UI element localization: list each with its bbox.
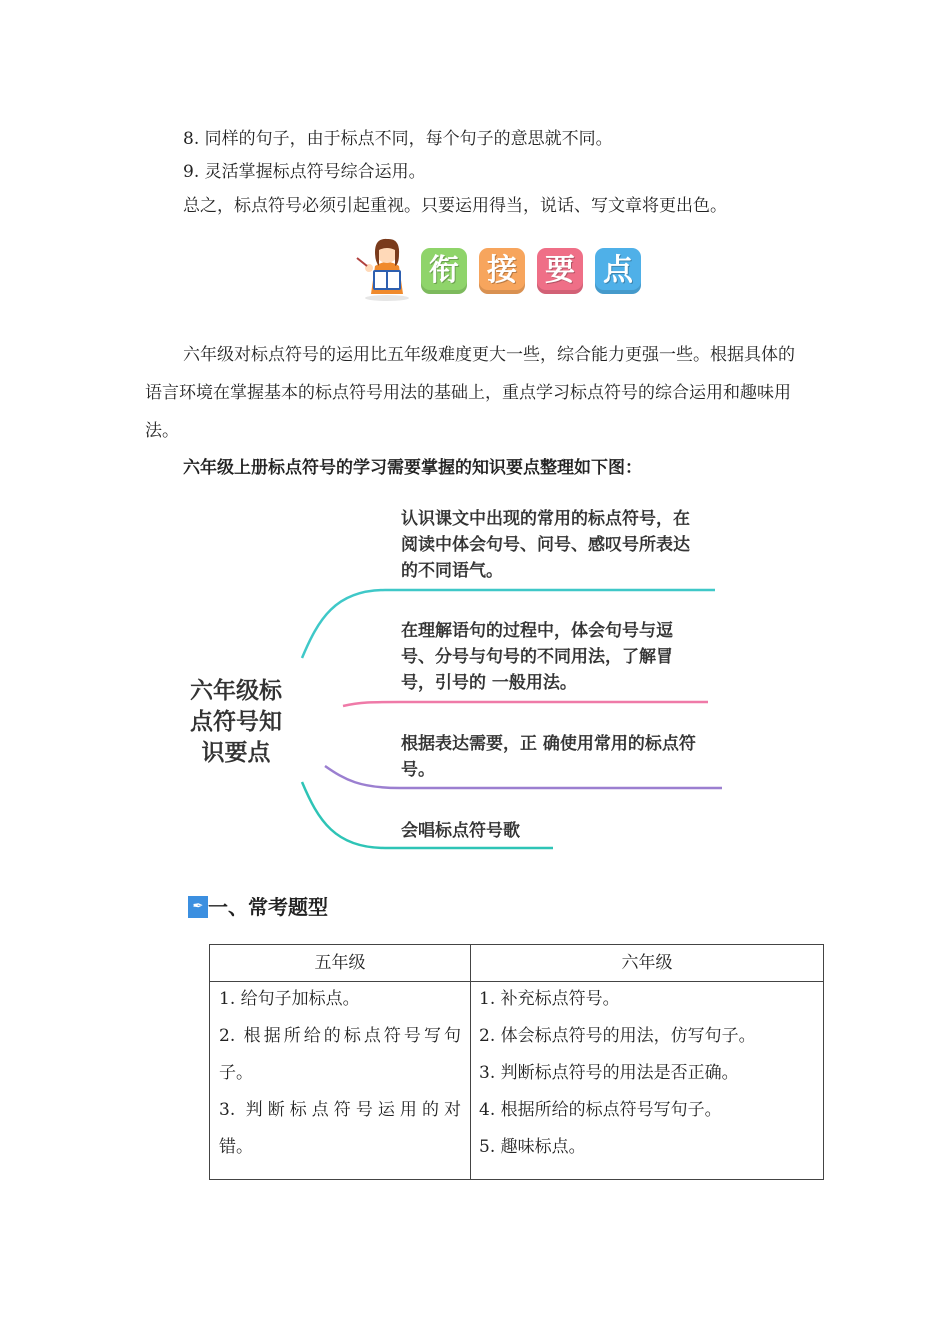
mindmap-branch-3: 根据表达需要，正 确使用常用的标点符号。	[401, 734, 696, 780]
grade5-item-2-cont: 子。	[219, 1063, 253, 1083]
teacher-reading-icon	[355, 236, 419, 302]
tile-xian: 衔	[421, 248, 467, 294]
grade6-item-1: 1. 补充标点符号。	[479, 989, 620, 1009]
pen-icon: ✒	[188, 896, 208, 918]
grade5-item-1: 1. 给句子加标点。	[219, 989, 360, 1009]
table-cell-grade5	[219, 981, 461, 1166]
grade6-item-2: 2. 体会标点符号的用法，仿写句子。	[479, 1026, 756, 1046]
table-cell-grade6	[479, 981, 819, 1166]
mindmap-branch-1: 认识课文中出现的常用的标点符号，在阅读中体会句号、问号、感叹号所表达的不同语气。	[401, 509, 690, 581]
body-paragraph: 六年级对标点符号的运用比五年级难度更大一些，综合能力更强一些。根据具体的语言环境在掌握基本的标点符号用法的基础上，重点学习标点符号的综合运用和趣味用法。	[145, 345, 795, 441]
mindmap-intro: 六年级上册标点符号的学习需要掌握的知识要点整理如下图：	[183, 458, 642, 478]
mindmap-branch-2: 在理解语句的过程中，体会句号与逗号、分号与句号的不同用法，了解冒号，引号的 一般用法。	[401, 621, 673, 693]
grade6-item-4: 4. 根据所给的标点符号写句子。	[479, 1100, 722, 1120]
intro-summary: 总之，标点符号必须引起重视。只要运用得当，说话、写文章将更出色。	[183, 196, 727, 216]
connector-branch-2	[343, 702, 708, 706]
tile-jie: 接	[479, 248, 525, 294]
mindmap-branch-4: 会唱标点符号歌	[401, 821, 520, 841]
table-header-grade5: 五年级	[314, 953, 366, 973]
table-header-grade6: 六年级	[621, 953, 673, 973]
intro-line-9: 9. 灵活掌握标点符号综合运用。	[183, 162, 426, 182]
banner-xian-jie-yao-dian	[355, 236, 655, 302]
mindmap-root: 六年级标点符号知识要点	[190, 678, 282, 766]
tile-yao: 要	[537, 248, 583, 294]
grade5-item-2: 2. 根据所给的标点符号写句	[219, 1026, 461, 1046]
tile-dian: 点	[595, 248, 641, 294]
question-types-table	[209, 944, 824, 1180]
grade5-item-3: 3. 判断标点符号运用的对	[219, 1100, 461, 1120]
section-title: 一、常考题型	[208, 895, 328, 919]
grade5-item-3-cont: 错。	[219, 1137, 253, 1157]
intro-line-8: 8. 同样的句子，由于标点不同，每个句子的意思就不同。	[183, 129, 613, 149]
grade6-item-5: 5. 趣味标点。	[479, 1137, 586, 1157]
grade6-item-3: 3. 判断标点符号的用法是否正确。	[479, 1063, 739, 1083]
